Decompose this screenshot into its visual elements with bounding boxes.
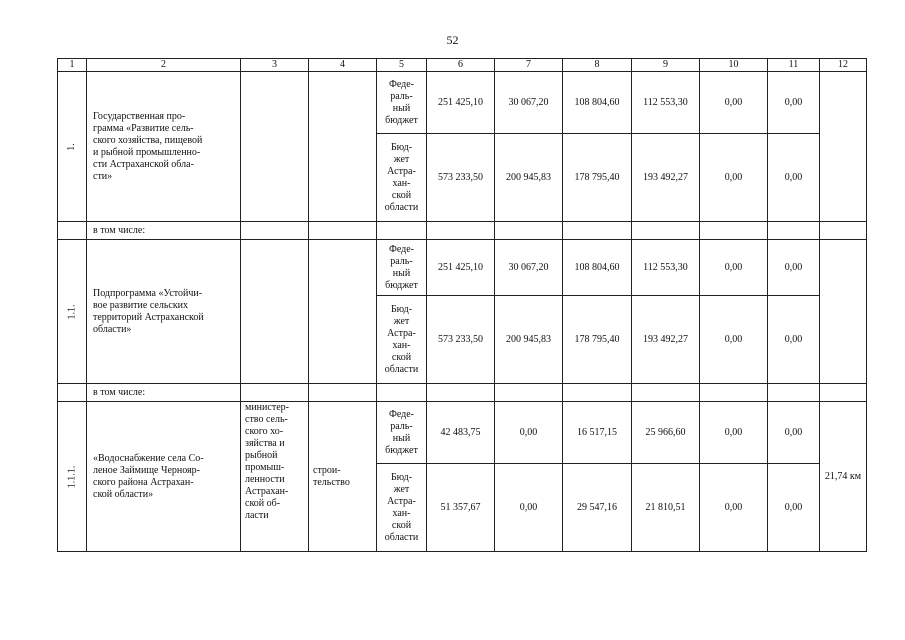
- budget-source-federal: Феде- раль- ный бюджет: [377, 72, 427, 134]
- amount-cell: 25 966,60: [632, 402, 700, 464]
- amount-cell: 0,00: [768, 72, 820, 134]
- empty-cell: [495, 384, 563, 402]
- budget-source-federal: Феде- раль- ный бюджет: [377, 240, 427, 296]
- header-row: [58, 59, 867, 72]
- empty-cell: [427, 384, 495, 402]
- table-row: [58, 402, 867, 464]
- col-header: 10: [700, 59, 768, 72]
- amount-cell: 251 425,10: [427, 72, 495, 134]
- amount-cell: 178 795,40: [563, 134, 632, 222]
- item-number: [58, 72, 87, 222]
- amount-cell: 42 483,75: [427, 402, 495, 464]
- budget-table: [57, 58, 867, 552]
- table-row: [58, 72, 867, 134]
- amount-cell: 30 067,20: [495, 72, 563, 134]
- empty-cell: [58, 222, 87, 240]
- amount-cell: 251 425,10: [427, 240, 495, 296]
- amount-cell: 573 233,50: [427, 134, 495, 222]
- subheading-row: [58, 384, 867, 402]
- item-number: [58, 240, 87, 384]
- work-type: [309, 240, 377, 384]
- item-name: Государственная про- грамма «Развитие сель- ского хозяйства, пищевой и рыбной промышленно- сти Астраханской обла- сти»: [87, 72, 241, 222]
- col-header: 6: [427, 59, 495, 72]
- amount-cell: 0,00: [768, 296, 820, 384]
- budget-source-regional: Бюд- жет Астра- хан- ской области: [377, 134, 427, 222]
- amount-cell: 29 547,16: [563, 464, 632, 552]
- empty-cell: [495, 222, 563, 240]
- col-header: 3: [241, 59, 309, 72]
- amount-cell: 21 810,51: [632, 464, 700, 552]
- amount-cell: 0,00: [768, 464, 820, 552]
- amount-cell: 193 492,27: [632, 134, 700, 222]
- item-number-label: 1.: [66, 142, 77, 151]
- amount-cell: 573 233,50: [427, 296, 495, 384]
- amount-cell: 0,00: [700, 464, 768, 552]
- executor: министер- ство сель- ского хо- зяйства и рыбной промыш- ленности Астрахан- ской об- ласти: [241, 402, 309, 552]
- amount-cell: 51 357,67: [427, 464, 495, 552]
- subheading-label: в том числе:: [87, 384, 241, 402]
- col-header: 1: [58, 59, 87, 72]
- amount-cell: 108 804,60: [563, 240, 632, 296]
- empty-cell: [241, 384, 309, 402]
- table-row: [58, 240, 867, 296]
- amount-cell: 112 553,30: [632, 240, 700, 296]
- work-type: [309, 72, 377, 222]
- amount-cell: 30 067,20: [495, 240, 563, 296]
- amount-cell: 0,00: [495, 464, 563, 552]
- col-header: 9: [632, 59, 700, 72]
- empty-cell: [700, 222, 768, 240]
- empty-cell: [309, 222, 377, 240]
- amount-cell: 0,00: [768, 402, 820, 464]
- amount-cell: 0,00: [700, 296, 768, 384]
- empty-cell: [241, 222, 309, 240]
- result-value: 21,74 км: [820, 402, 867, 552]
- amount-cell: 108 804,60: [563, 72, 632, 134]
- item-name: Подпрограмма «Устойчи- вое развитие сельских территорий Астраханской области»: [87, 240, 241, 384]
- empty-cell: [768, 384, 820, 402]
- amount-cell: 16 517,15: [563, 402, 632, 464]
- col-header: 8: [563, 59, 632, 72]
- empty-cell: [377, 222, 427, 240]
- item-number: [58, 402, 87, 552]
- amount-cell: 200 945,83: [495, 134, 563, 222]
- col-header: 7: [495, 59, 563, 72]
- budget-source-federal: Феде- раль- ный бюджет: [377, 402, 427, 464]
- work-type: строи- тельство: [309, 402, 377, 552]
- amount-cell: 112 553,30: [632, 72, 700, 134]
- empty-cell: [632, 384, 700, 402]
- amount-cell: 200 945,83: [495, 296, 563, 384]
- amount-cell: 0,00: [768, 240, 820, 296]
- col-header: 4: [309, 59, 377, 72]
- page-number: 52: [446, 33, 459, 47]
- empty-cell: [58, 384, 87, 402]
- empty-cell: [632, 222, 700, 240]
- col-header: 11: [768, 59, 820, 72]
- result-value: [820, 72, 867, 222]
- amount-cell: 193 492,27: [632, 296, 700, 384]
- empty-cell: [563, 384, 632, 402]
- subheading-row: [58, 222, 867, 240]
- amount-cell: 178 795,40: [563, 296, 632, 384]
- amount-cell: 0,00: [700, 134, 768, 222]
- col-header: 5: [377, 59, 427, 72]
- amount-cell: 0,00: [700, 402, 768, 464]
- amount-cell: 0,00: [700, 240, 768, 296]
- amount-cell: 0,00: [700, 72, 768, 134]
- empty-cell: [377, 384, 427, 402]
- executor: [241, 72, 309, 222]
- executor: [241, 240, 309, 384]
- item-number-label: 1.1.: [66, 304, 77, 319]
- empty-cell: [820, 222, 867, 240]
- empty-cell: [700, 384, 768, 402]
- result-value: [820, 240, 867, 384]
- amount-cell: 0,00: [768, 134, 820, 222]
- item-number-label: 1.1.1.: [66, 465, 77, 488]
- empty-cell: [427, 222, 495, 240]
- empty-cell: [768, 222, 820, 240]
- amount-cell: 0,00: [495, 402, 563, 464]
- empty-cell: [820, 384, 867, 402]
- empty-cell: [563, 222, 632, 240]
- budget-source-regional: Бюд- жет Астра- хан- ской области: [377, 296, 427, 384]
- col-header: 12: [820, 59, 867, 72]
- budget-source-regional: Бюд- жет Астра- хан- ской области: [377, 464, 427, 552]
- empty-cell: [309, 384, 377, 402]
- subheading-label: в том числе:: [87, 222, 241, 240]
- item-name: «Водоснабжение села Со- леное Займище Чернояр- ского района Астрахан- ской области»: [87, 402, 241, 552]
- col-header: 2: [87, 59, 241, 72]
